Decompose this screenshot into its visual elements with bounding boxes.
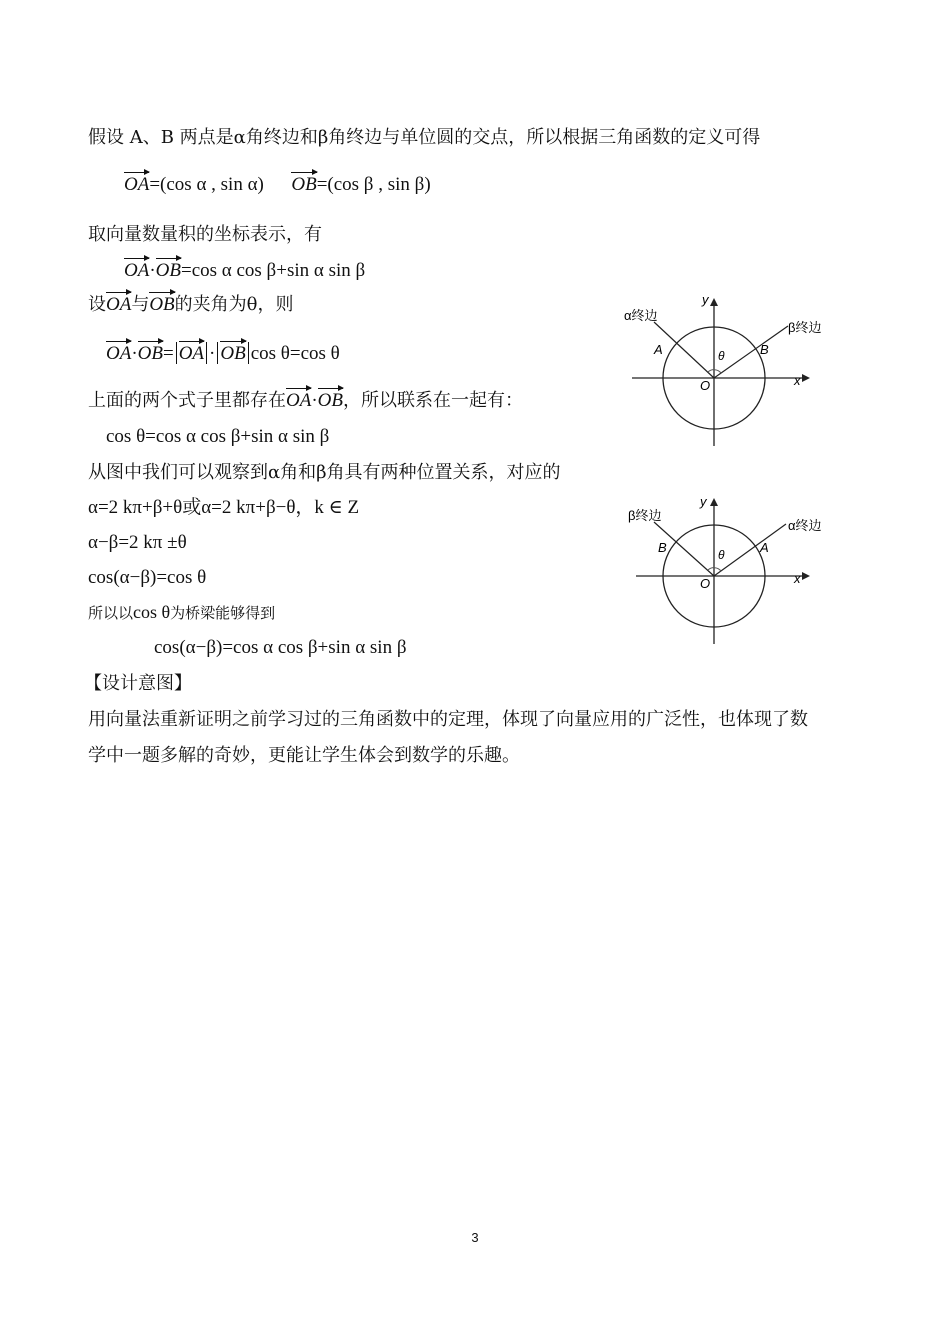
angle-intro xyxy=(88,293,294,317)
positions-text: 从图中我们可以观察到α角和β角具有两种位置关系，对应的 xyxy=(88,462,561,483)
alpha-side-label: α终边 xyxy=(624,308,658,323)
vector-oa: OA xyxy=(106,343,132,364)
vector-ob: OB xyxy=(155,260,181,281)
vector-ob: OB xyxy=(149,294,175,315)
equation-alpha-minus-beta: α−β=2 kπ ±θ xyxy=(88,532,187,553)
design-line-2: 学中一题多解的奇妙，更能让学生体会到数学的乐趣。 xyxy=(88,745,520,766)
angle-intro-a: 设 xyxy=(88,294,106,315)
theta-label: θ xyxy=(718,548,725,562)
point-a-label: A xyxy=(760,540,769,555)
equation-alpha-relation: α=2 kπ+β+θ或α=2 kπ+β−θ，k ∈ Z xyxy=(88,497,360,518)
origin-label: O xyxy=(700,576,711,591)
magnitude-tail: cos θ=cos θ xyxy=(250,343,340,364)
vector-oa: OA xyxy=(178,343,205,364)
unit-circle-figure-1 xyxy=(610,290,850,450)
equation-cos-theta: cos θ=cos α cos β+sin α sin β xyxy=(106,426,330,447)
both-b: ，所以联系在一起有： xyxy=(342,390,523,411)
angle-intro-b: 与 xyxy=(131,294,150,315)
ob-coords: =(cos β , sin β) xyxy=(316,174,431,195)
design-line-1: 用向量法重新证明之前学习过的三角函数中的定理，体现了向量应用的广泛性，也体现了数 xyxy=(88,709,808,730)
oa-coords: =(cos α , sin α) xyxy=(149,174,264,195)
y-axis-label: y xyxy=(700,494,707,509)
vector-ob: OB xyxy=(137,343,163,364)
x-axis-label: x xyxy=(794,373,801,388)
origin-label: O xyxy=(700,378,711,393)
bridge-a: 所以以 xyxy=(88,604,134,622)
vector-ob: OB xyxy=(317,390,343,411)
x-axis-label: x xyxy=(794,571,801,586)
dot-product-intro: 取向量数量积的坐标表示，有 xyxy=(88,224,322,245)
angle-intro-c: 的夹角为θ，则 xyxy=(174,294,294,315)
bridge-cos: cos θ xyxy=(133,602,171,622)
both-exist-text: 上面的两个式子里都存在OA·OB，所以联系在一起有： xyxy=(88,390,523,411)
beta-side-label: β终边 xyxy=(628,508,662,523)
unit-circle-figure-2 xyxy=(610,490,850,650)
equation-final: cos(α−β)=cos α cos β+sin α sin β xyxy=(154,637,407,658)
point-b-label: B xyxy=(760,342,769,357)
bridge-b: 为桥梁能够得到 xyxy=(170,604,276,622)
vector-ob: OB xyxy=(220,343,246,364)
equation-dot-coords: OA·OB=cos α cos β+sin α sin β xyxy=(124,260,366,281)
vector-ob: OB xyxy=(291,174,317,195)
vector-oa: OA xyxy=(124,174,150,195)
dot-coords-rhs: =cos α cos β+sin α sin β xyxy=(180,260,366,281)
vector-oa: OA xyxy=(286,390,312,411)
y-axis-label: y xyxy=(702,292,709,307)
point-b-label: B xyxy=(658,540,667,555)
alpha-side-label: α终边 xyxy=(788,518,822,533)
beta-side-label: β终边 xyxy=(788,320,822,335)
equation-dot-magnitude: OA·OB= OA · OB cos θ=cos θ xyxy=(106,343,340,364)
equation-vectors-coords xyxy=(124,173,431,197)
intro-text: 假设 A、B 两点是α角终边和β角终边与单位圆的交点，所以根据三角函数的定义可得 xyxy=(88,127,761,148)
both-a: 上面的两个式子里都存在 xyxy=(88,390,286,411)
vector-oa: OA xyxy=(124,260,150,281)
point-a-label: A xyxy=(654,342,663,357)
vector-oa: OA xyxy=(106,294,132,315)
bridge-text xyxy=(88,600,275,625)
equation-cos-diff: cos(α−β)=cos θ xyxy=(88,567,207,588)
design-title: 【设计意图】 xyxy=(84,673,192,694)
theta-label: θ xyxy=(718,349,725,363)
page-number: 3 xyxy=(471,1230,479,1245)
